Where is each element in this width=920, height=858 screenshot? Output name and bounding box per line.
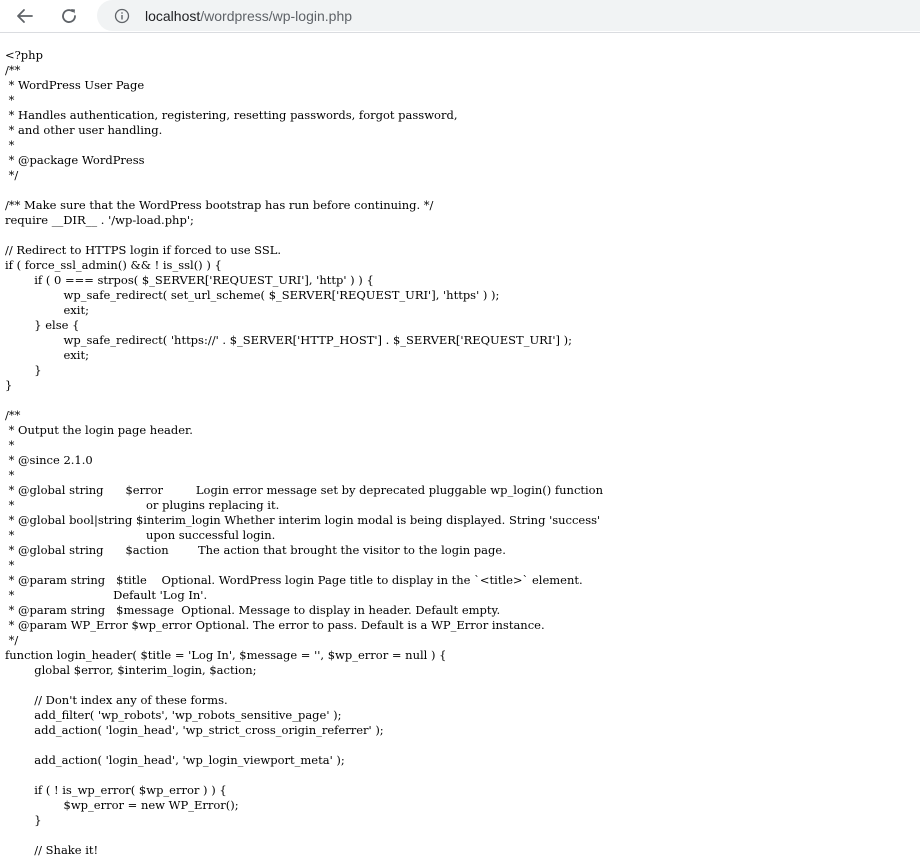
- source-code-view: [5, 48, 603, 858]
- code-line: [5, 828, 603, 843]
- browser-toolbar: [0, 0, 920, 33]
- code-line: [5, 738, 603, 753]
- reload-icon[interactable]: [55, 2, 83, 30]
- back-arrow-icon[interactable]: [11, 2, 39, 30]
- code-line: add_filter( 'wp_robots', 'wp_robots_sensitive_page' );: [5, 708, 342, 722]
- code-line: [5, 678, 603, 693]
- code-line: wp_safe_redirect( set_url_scheme( $_SERVER['REQUEST_URI'], 'https' ) );: [5, 288, 500, 302]
- code-line: *: [5, 438, 15, 452]
- code-line: // Redirect to HTTPS login if forced to use SSL.: [5, 243, 282, 257]
- code-line: [5, 228, 603, 243]
- code-line: *: [5, 558, 15, 572]
- code-line: */: [5, 168, 19, 182]
- code-line: function login_header( $title = 'Log In', $message = '', $wp_error = null ) {: [5, 648, 447, 662]
- code-line: add_action( 'login_head', 'wp_strict_cross_origin_referrer' );: [5, 723, 384, 737]
- code-line: } else {: [5, 318, 80, 332]
- code-line: */: [5, 633, 19, 647]
- address-bar[interactable]: [97, 0, 920, 31]
- code-line: * and other user handling.: [5, 123, 163, 137]
- code-line: * @package WordPress: [5, 153, 145, 167]
- code-line: * @param WP_Error $wp_error Optional. The error to pass. Default is a WP_Error instance.: [5, 618, 545, 632]
- code-line: *: [5, 93, 15, 107]
- code-line: *: [5, 138, 15, 152]
- info-icon[interactable]: [114, 8, 130, 24]
- code-line: $wp_error = new WP_Error();: [5, 798, 239, 812]
- code-line: * @global string $error Login error message set by deprecated pluggable wp_login() function: [5, 483, 604, 497]
- code-line: }: [5, 378, 13, 392]
- code-line: wp_safe_redirect( 'https://' . $_SERVER['HTTP_HOST'] . $_SERVER['REQUEST_URI'] );: [5, 333, 573, 347]
- code-line: [5, 768, 603, 783]
- code-line: *: [5, 468, 15, 482]
- code-line: * @param string $message Optional. Message to display in header. Default empty.: [5, 603, 501, 617]
- code-line: * @since 2.1.0: [5, 453, 93, 467]
- code-line: }: [5, 363, 42, 377]
- code-line: * @global bool|string $interim_login Whether interim login modal is being displayed. String 'success': [5, 513, 601, 527]
- code-line: if ( 0 === strpos( $_SERVER['REQUEST_URI'], 'http' ) ) {: [5, 273, 374, 287]
- code-line: * Default 'Log In'.: [5, 588, 208, 602]
- code-line: <?php: [5, 48, 43, 62]
- code-line: // Shake it!: [5, 843, 99, 857]
- code-line: * WordPress User Page: [5, 78, 145, 92]
- code-line: [5, 183, 603, 198]
- code-line: * Output the login page header.: [5, 423, 193, 437]
- url-host: localhost: [145, 7, 201, 24]
- code-line: * @global string $action The action that brought the visitor to the login page.: [5, 543, 506, 557]
- code-line: /**: [5, 408, 21, 422]
- code-line: global $error, $interim_login, $action;: [5, 663, 257, 677]
- code-line: /**: [5, 63, 21, 77]
- url-path: /wordpress/wp-login.php: [200, 7, 353, 24]
- code-line: * or plugins replacing it.: [5, 498, 280, 512]
- code-line: exit;: [5, 348, 89, 362]
- code-line: exit;: [5, 303, 89, 317]
- code-line: add_action( 'login_head', 'wp_login_viewport_meta' );: [5, 753, 345, 767]
- code-line: if ( ! is_wp_error( $wp_error ) ) {: [5, 783, 227, 797]
- code-line: require __DIR__ . '/wp-load.php';: [5, 213, 194, 227]
- code-line: [5, 393, 603, 408]
- code-line: }: [5, 813, 42, 827]
- code-line: * Handles authentication, registering, resetting passwords, forgot password,: [5, 108, 458, 122]
- url-text[interactable]: [145, 8, 352, 24]
- code-line: if ( force_ssl_admin() && ! is_ssl() ) {: [5, 258, 222, 272]
- code-line: * @param string $title Optional. WordPress login Page title to display in the `<title>` element.: [5, 573, 583, 587]
- code-line: * upon successful login.: [5, 528, 276, 542]
- code-line: /** Make sure that the WordPress bootstrap has run before continuing. */: [5, 198, 434, 212]
- code-line: // Don't index any of these forms.: [5, 693, 228, 707]
